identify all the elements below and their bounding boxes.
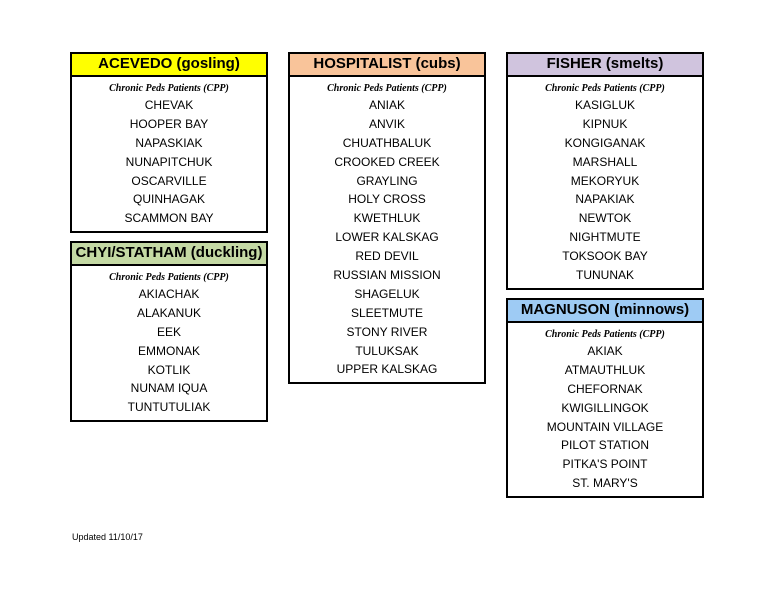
group-title: CHYI/STATHAM (duckling) xyxy=(72,243,266,266)
village-item: QUINHAGAK xyxy=(132,192,205,207)
group-box-acevedo xyxy=(70,52,268,233)
village-item: KASIGLUK xyxy=(574,98,636,112)
village-item: NUNAM IQUA xyxy=(130,381,208,396)
village-item: GRAYLING xyxy=(356,173,418,188)
village-item: ATMAUTHLUK xyxy=(564,362,646,377)
group-title: HOSPITALIST (cubs) xyxy=(290,54,484,77)
village-item: TUNUNAK xyxy=(575,268,634,283)
village-item: EEK xyxy=(156,324,181,339)
group-box-hospitalist xyxy=(288,52,486,384)
group-subtitle: Chronic Peds Patients (CPP) xyxy=(545,329,665,340)
village-item: CHEFORNAK xyxy=(567,381,643,396)
village-item: TOKSOOK BAY xyxy=(562,249,648,264)
village-item: MEKORYUK xyxy=(570,173,640,188)
village-item: OSCARVILLE xyxy=(131,173,207,188)
group-box-fisher xyxy=(506,52,704,290)
village-item: CHUATHBALUK xyxy=(342,135,432,150)
village-item: RED DEVIL xyxy=(355,249,419,264)
group-box-chyi xyxy=(70,241,268,422)
village-item: PITKA'S POINT xyxy=(562,457,648,472)
village-item: CHEVAK xyxy=(144,98,194,112)
village-item: SLEETMUTE xyxy=(350,305,423,320)
village-item: HOLY CROSS xyxy=(348,192,426,207)
village-item: KIPNUK xyxy=(582,116,628,131)
village-item: TULUKSAK xyxy=(355,343,419,358)
group-subtitle: Chronic Peds Patients (CPP) xyxy=(109,83,229,94)
village-item: ANIAK xyxy=(368,98,405,112)
village-item: MARSHALL xyxy=(572,154,638,169)
village-item: NAPAKIAK xyxy=(575,192,635,207)
village-item: AKIACHAK xyxy=(138,287,200,301)
village-item: KONGIGANAK xyxy=(564,135,646,150)
village-item: HOOPER BAY xyxy=(129,116,209,131)
group-title: ACEVEDO (gosling) xyxy=(72,54,266,77)
village-item: KWETHLUK xyxy=(353,211,421,226)
group-subtitle: Chronic Peds Patients (CPP) xyxy=(545,83,665,94)
updated-date: Updated 11/10/17 xyxy=(72,532,143,542)
village-item: AKIAK xyxy=(587,344,623,358)
group-title: MAGNUSON (minnows) xyxy=(508,300,702,323)
village-item: CROOKED CREEK xyxy=(334,154,440,169)
village-item: PILOT STATION xyxy=(560,438,649,453)
village-item: SHAGELUK xyxy=(354,286,420,301)
group-subtitle: Chronic Peds Patients (CPP) xyxy=(327,83,447,94)
village-item: KWIGILLINGOK xyxy=(561,400,649,415)
village-item: LOWER KALSKAG xyxy=(335,230,439,245)
village-item: NAPASKIAK xyxy=(135,135,203,150)
village-item: SCAMMON BAY xyxy=(124,211,214,226)
village-item: ALAKANUK xyxy=(136,305,202,320)
village-item: ST. MARY'S xyxy=(572,476,638,491)
village-item: STONY RIVER xyxy=(346,324,428,339)
village-item: MOUNTAIN VILLAGE xyxy=(546,419,664,434)
group-title: FISHER (smelts) xyxy=(508,54,702,77)
village-item: EMMONAK xyxy=(137,343,200,358)
village-item: RUSSIAN MISSION xyxy=(333,268,441,283)
village-item: NUNAPITCHUK xyxy=(125,154,213,169)
village-item: UPPER KALSKAG xyxy=(336,362,438,377)
village-item: NIGHTMUTE xyxy=(569,230,641,245)
group-subtitle: Chronic Peds Patients (CPP) xyxy=(109,272,229,283)
village-item: ANVIK xyxy=(368,116,405,131)
village-item: KOTLIK xyxy=(147,362,191,377)
village-item: TUNTUTULIAK xyxy=(127,400,211,415)
village-item: NEWTOK xyxy=(578,211,632,226)
group-box-magnuson xyxy=(506,298,704,498)
